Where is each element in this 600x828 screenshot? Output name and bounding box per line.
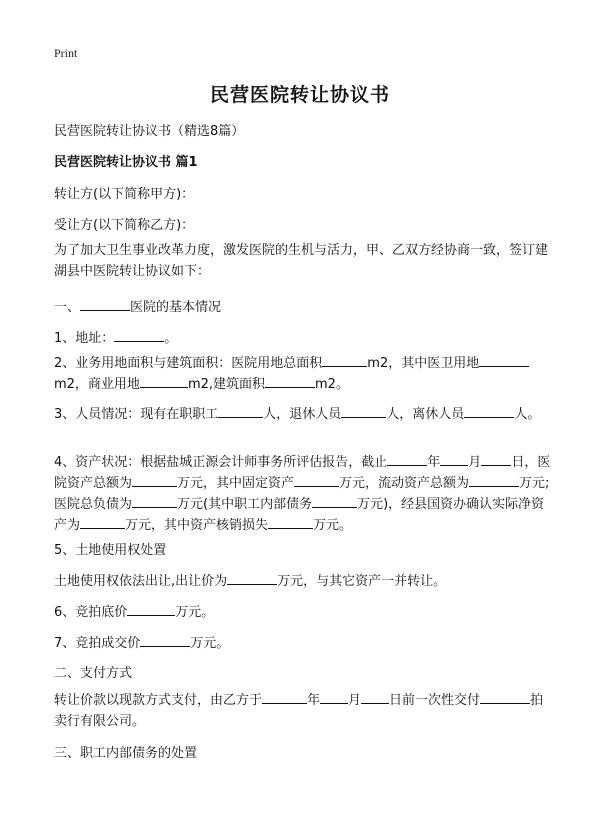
blank-field xyxy=(127,603,175,616)
section-1-heading: 一、 医院的基本情况 xyxy=(54,300,222,315)
blank-field xyxy=(322,354,367,367)
item-3-personnel: 3、人员情况：现有在职职工 人，退休人员 人，离休人员 人。 xyxy=(54,407,541,422)
blank-field xyxy=(341,405,386,418)
blank-field xyxy=(469,474,519,487)
section-3-heading: 三、职工内部债务的处置 xyxy=(54,746,198,761)
blank-field xyxy=(481,453,511,466)
blank-field xyxy=(361,691,389,704)
blank-field xyxy=(294,474,339,487)
blank-field xyxy=(387,453,427,466)
blank-field xyxy=(312,495,357,508)
blank-field xyxy=(479,354,529,367)
intro-paragraph: 为了加大卫生事业改革力度，激发医院的生机与活力，甲、乙双方经协商一致，签订建湖县中医院转让协议如下： xyxy=(54,243,549,279)
document-subtitle: 民营医院转让协议书（精选8篇） xyxy=(54,124,245,139)
item-6-reserve-price: 6、竞拍底价 万元。 xyxy=(54,605,215,620)
section-heading: 民营医院转让协议书 篇1 xyxy=(54,155,198,170)
blank-field xyxy=(132,474,177,487)
land-transfer-line: 土地使用权依法出让,出让价为 万元，与其它资产一并转让。 xyxy=(54,574,447,589)
item-4-assets: 4、资产状况：根据盐城正源会计师事务所评估报告，截止 年 月 日，医院资产总额为 万元，其中固定资产 万元，流动资产总额为 万元;医院总负债为 万元(其中职工内部债务 万元)，经县国资办确认实际净资产为 万元，其中资产核销损失 万元。 xyxy=(54,455,551,533)
blank-field xyxy=(480,691,530,704)
blank-field xyxy=(114,329,164,342)
item-7-final-price: 7、竞拍成交价 万元。 xyxy=(54,636,230,651)
blank-field xyxy=(80,516,125,529)
blank-field xyxy=(265,375,315,388)
blank-field xyxy=(140,634,190,647)
blank-field xyxy=(132,495,177,508)
section-2-heading: 二、支付方式 xyxy=(54,666,133,681)
transferor-line: 转让方(以下简称甲方)： xyxy=(54,187,195,202)
item-2-area: 2、业务用地面积与建筑面积：医院用地总面积 m2，其中医卫用地m2，商业用地 m2,建筑面积 m2。 xyxy=(54,353,552,395)
blank-field xyxy=(140,375,188,388)
blank-field xyxy=(218,405,263,418)
blank-field xyxy=(464,405,514,418)
blank-field xyxy=(268,516,313,529)
transferee-line: 受让方(以下简称乙方)： xyxy=(54,218,195,233)
blank-field xyxy=(262,691,307,704)
item-5-land: 5、土地使用权处置 xyxy=(54,543,167,558)
blank-field xyxy=(320,691,348,704)
blank-field xyxy=(80,298,130,311)
document-title: 民营医院转让协议书 xyxy=(209,84,390,106)
print-label[interactable]: Print xyxy=(54,46,78,60)
item-1-address: 1、地址： 。 xyxy=(54,331,178,346)
blank-field xyxy=(227,572,277,585)
payment-paragraph: 转让价款以现款方式支付，由乙方于 年 月 日前一次性交付 拍卖行有限公司。 xyxy=(54,693,544,729)
blank-field xyxy=(440,453,468,466)
